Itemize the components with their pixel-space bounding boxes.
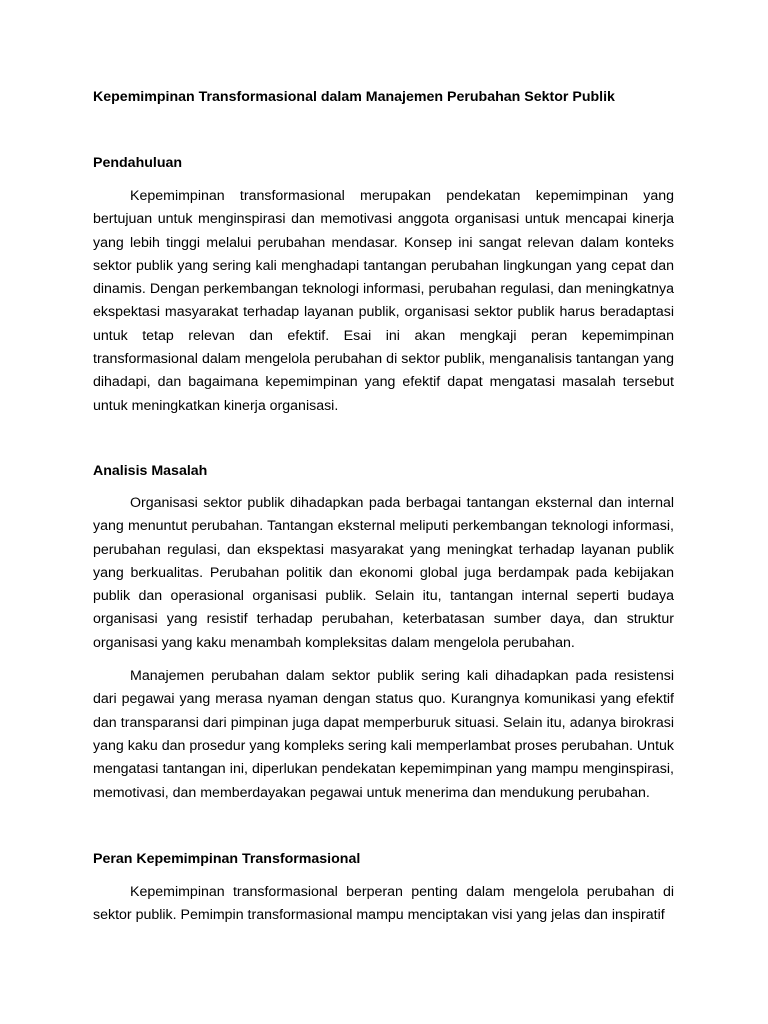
document-title: Kepemimpinan Transformasional dalam Manajemen Perubahan Sektor Publik xyxy=(93,89,615,105)
paragraph-pendahuluan-1: Kepemimpinan transformasional merupakan pendekatan kepemimpinan yang bertujuan untuk menginspirasi dan memotivasi anggota organisasi untuk mencapai kinerja yang lebih tinggi melalui perubahan mendasar. Konsep ini sangat relevan dalam konteks sektor publik yang sering kali menghadapi tantangan perubahan lingkungan yang cepat dan dinamis. Dengan perkembangan teknologi informasi, perubahan regulasi, dan meningkatnya ekspektasi masyarakat terhadap layanan publik, organisasi sektor publik harus beradaptasi untuk tetap relevan dan efektif. Esai ini akan mengkaji peran kepemimpinan transformasional dalam mengelola perubahan di sektor publik, menganalisis tantangan yang dihadapi, dan bagaimana kepemimpinan yang efektif dapat mengatasi masalah tersebut untuk meningkatkan kinerja organisasi. xyxy=(93,188,674,414)
paragraph-analisis-2: Manajemen perubahan dalam sektor publik sering kali dihadapkan pada resistensi dari pegawai yang merasa nyaman dengan status quo. Kurangnya komunikasi yang efektif dan transparansi dari pimpinan juga dapat memperburuk situasi. Selain itu, adanya birokrasi yang kaku dan prosedur yang kompleks sering kali memperlambat proses perubahan. Untuk mengatasi tantangan ini, diperlukan pendekatan kepemimpinan yang mampu menginspirasi, memotivasi, dan memberdayakan pegawai untuk menerima dan mendukung perubahan. xyxy=(93,668,674,801)
section-heading-analisis-masalah: Analisis Masalah xyxy=(93,462,208,479)
paragraph-peran-1: Kepemimpinan transformasional berperan penting dalam mengelola perubahan di sektor publik. Pemimpin transformasional mampu menciptakan visi yang jelas dan inspiratif xyxy=(93,883,674,924)
section-heading-pendahuluan: Pendahuluan xyxy=(93,155,183,171)
section-heading-peran-kepemimpinan: Peran Kepemimpinan Transformasional xyxy=(93,850,361,867)
paragraph-analisis-1: Organisasi sektor publik dihadapkan pada berbagai tantangan eksternal dan internal yang menuntut perubahan. Tantangan eksternal meliputi perkembangan teknologi informasi, perubahan regulasi, dan ekspektasi masyarakat yang meningkat terhadap layanan publik yang berkualitas. Perubahan politik dan ekonomi global juga berdampak pada kebijakan publik dan operasional organisasi publik. Selain itu, tantangan internal seperti budaya organisasi yang resistif terhadap perubahan, keterbatasan sumber daya, dan struktur organisasi yang kaku menambah kompleksitas dalam mengelola perubahan. xyxy=(93,494,674,651)
document-page xyxy=(93,86,674,927)
